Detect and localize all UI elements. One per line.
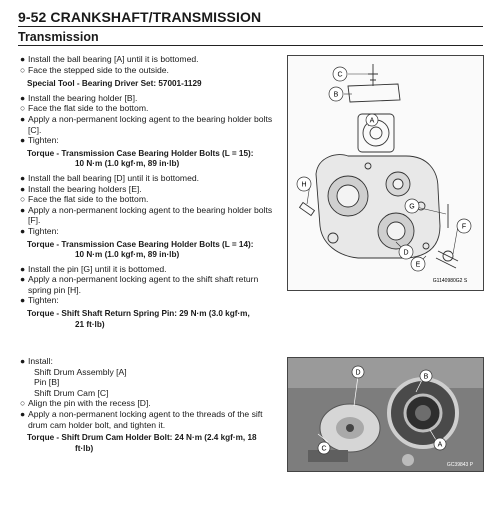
torque-spec-2 (27, 240, 282, 261)
step-text: Tighten: (28, 295, 59, 306)
torque-spec-4-line2: ft·lb) (75, 443, 94, 453)
step-text: Tighten: (28, 225, 59, 236)
install-item-3: Shift Drum Cam [C] (34, 387, 109, 398)
install-list (20, 367, 282, 399)
step-text: Install the pin [G] until it is bottomed. (28, 263, 167, 274)
step-group-6 (20, 398, 282, 430)
torque-spec-3-line2: 21 ft·lb) (75, 319, 105, 329)
figure2-label-c: C (321, 445, 327, 453)
step-group-3 (20, 173, 282, 237)
figure1-label-e: E (415, 261, 421, 269)
step-text: Align the pin with the recess [D]. (28, 398, 151, 409)
special-tool-spec: Special Tool - Bearing Driver Set: 57001-1129 (27, 79, 202, 89)
figure2-label-b: B (423, 373, 429, 381)
figure1-label-b: B (333, 91, 339, 99)
torque-spec-3-line1: Torque - Shift Shaft Return Spring Pin: 29 N·m (3.0 kgf·m, (27, 309, 250, 319)
torque-spec-2-line1: Torque - Transmission Case Bearing Holder Bolts (L = 14): (27, 239, 254, 249)
step-text: Face the stepped side to the outside. (28, 64, 169, 75)
page-header: 9-52 CRANKSHAFT/TRANSMISSION (18, 9, 262, 25)
torque-spec-3 (27, 309, 282, 330)
note-marker: ○ (20, 398, 26, 409)
step-group-2 (20, 93, 282, 146)
step-item (20, 184, 282, 195)
step-text: Install the ball bearing [A] until it is bottomed. (28, 54, 199, 64)
step-text: Install the ball bearing [D] until it is bottomed. (28, 172, 200, 183)
figure-shift-drum-photo (287, 357, 484, 472)
note-marker: ○ (20, 103, 26, 114)
bullet-marker: ● (20, 295, 26, 306)
bullet-marker: ● (20, 263, 26, 274)
step-item (20, 173, 282, 184)
step-item (20, 135, 282, 146)
bullet-marker: ● (20, 183, 26, 194)
instruction-column-upper (20, 54, 282, 333)
bullet-marker: ● (20, 172, 26, 183)
step-text: Face the flat side to the bottom. (28, 103, 149, 114)
torque-spec-4-line1: Torque - Shift Drum Cam Holder Bolt: 24 N·m (2.4 kgf·m, 18 (27, 433, 257, 443)
figure1-code: G1140980G2 S (432, 278, 468, 284)
step-text: Tighten: (28, 135, 59, 146)
step-item (20, 409, 282, 430)
install-item-1: Shift Drum Assembly [A] (34, 366, 127, 377)
bullet-marker: ● (20, 92, 26, 103)
step-item (20, 114, 282, 135)
step-item (20, 274, 282, 295)
step-item (20, 295, 282, 306)
bullet-marker: ● (20, 225, 26, 236)
case-diagram-svg (288, 56, 483, 290)
note-marker: ○ (20, 194, 26, 205)
torque-spec-1-line1: Torque - Transmission Case Bearing Holder Bolts (L = 15): (27, 148, 254, 158)
bullet-marker: ● (20, 113, 26, 124)
step-text: Face the flat side to the bottom. (28, 194, 149, 205)
bullet-marker: ● (20, 204, 26, 215)
bullet-marker: ● (20, 54, 26, 64)
section-title: Transmission (18, 30, 99, 44)
figure2-label-d: D (355, 369, 361, 377)
step-group-5 (20, 356, 282, 367)
bullet-marker: ● (20, 356, 26, 366)
bearing-holder-b-shape (348, 84, 400, 102)
section-rule (18, 45, 483, 46)
torque-spec-2-line2: 10 N·m (1.0 kgf·m, 89 in·lb) (75, 250, 180, 260)
step-item (20, 356, 282, 367)
step-text: Install: (28, 356, 53, 366)
instruction-column-lower (20, 356, 282, 457)
step-text: Apply a non-permanent locking agent to the threads of the sift drum cam holder bolt, and tighten it. (28, 408, 263, 430)
step-text: Apply a non-permanent locking agent to the bearing holder bolts [C]. (28, 113, 273, 135)
figure1-label-a: A (369, 117, 375, 125)
step-item (20, 93, 282, 104)
step-text: Apply a non-permanent locking agent to the shift shaft return spring pin [H]. (28, 274, 259, 295)
shift-drum-photo-svg (288, 358, 483, 471)
figure1-label-g: G (409, 203, 415, 211)
bullet-marker: ● (20, 408, 26, 419)
bullet-marker: ● (20, 135, 26, 146)
step-item (20, 205, 282, 226)
step-text: Install the bearing holder [B]. (28, 92, 138, 103)
step-item (20, 226, 282, 237)
step-text: Apply a non-permanent locking agent to the bearing holder bolts [F]. (28, 204, 273, 226)
step-item (20, 264, 282, 275)
step-item (20, 103, 282, 114)
step-group-1 (20, 54, 282, 75)
figure2-code: GC39843 P (446, 462, 474, 468)
bullet-marker: ● (20, 274, 26, 285)
step-group-4 (20, 264, 282, 306)
step-item (20, 398, 282, 409)
step-text: Install the bearing holders [E]. (28, 183, 142, 194)
install-item-2: Pin [B] (34, 377, 60, 388)
figure1-label-c: C (337, 71, 343, 79)
step-item (20, 194, 282, 205)
figure1-label-h: H (301, 181, 307, 189)
figure2-label-a: A (437, 441, 443, 449)
torque-spec-1-line2: 10 N·m (1.0 kgf·m, 89 in·lb) (75, 159, 180, 169)
header-rule (18, 26, 483, 27)
torque-spec-4 (27, 433, 282, 454)
figure1-label-d: D (403, 249, 409, 257)
step-item (20, 65, 282, 76)
note-marker: ○ (20, 64, 26, 75)
torque-spec-1 (27, 149, 282, 170)
step-item (20, 54, 282, 65)
figure1-label-f: F (461, 223, 467, 231)
figure-case-diagram (287, 55, 484, 291)
